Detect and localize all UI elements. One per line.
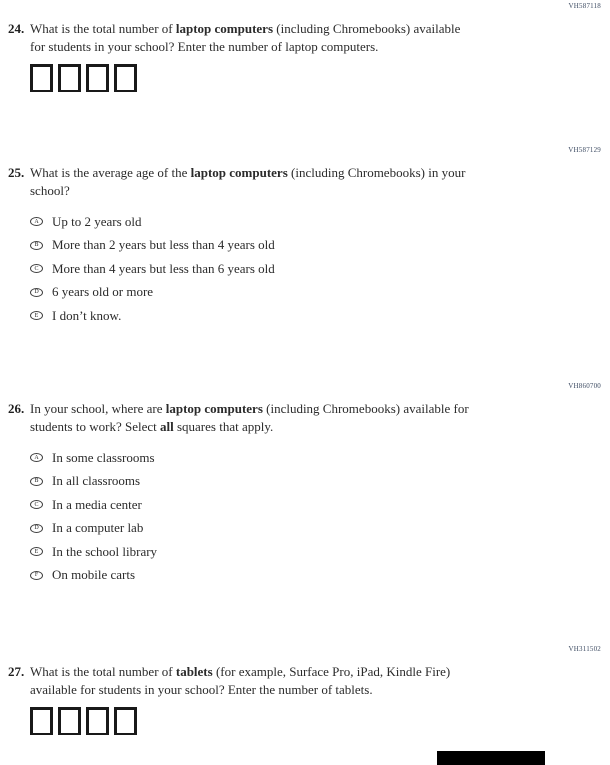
bubble-letter: D (34, 525, 39, 532)
question-text-line (30, 182, 604, 200)
bubble-letter: C (34, 501, 39, 508)
question-26 (8, 382, 604, 587)
bubble-letter: F (34, 572, 39, 579)
option-e[interactable] (30, 304, 604, 328)
accession-code: VH860700 (568, 382, 601, 390)
question-row (8, 20, 604, 56)
text-segment: students to work? Select (30, 419, 160, 434)
question-text-line (30, 20, 604, 38)
option-d[interactable] (30, 517, 604, 541)
answer-bubble-icon[interactable] (30, 217, 43, 226)
options-list (30, 210, 604, 328)
question-text (30, 400, 604, 436)
question-row (8, 663, 604, 699)
text-segment: squares that apply. (173, 419, 274, 434)
digit-entry-box[interactable] (58, 707, 81, 735)
answer-bubble-icon[interactable] (30, 477, 43, 486)
text-segment: In your school, where are (30, 401, 166, 416)
option-label: In all classrooms (52, 473, 141, 489)
option-f[interactable] (30, 564, 604, 588)
text-segment: What is the total number of (30, 664, 176, 679)
bubble-letter: C (34, 265, 39, 272)
text-segment: (including Chromebooks) in your (287, 165, 466, 180)
option-c[interactable] (30, 493, 604, 517)
text-segment: for students in your school? Enter the number of laptop computers. (30, 39, 379, 54)
option-e[interactable] (30, 540, 604, 564)
option-b[interactable] (30, 470, 604, 494)
question-number: 25. (8, 165, 25, 180)
option-label: More than 4 years but less than 6 years old (52, 260, 275, 276)
digit-entry-row (30, 707, 604, 735)
question-text (30, 20, 604, 56)
question-text (30, 663, 604, 699)
answer-bubble-icon[interactable] (30, 547, 43, 556)
answer-bubble-icon[interactable] (30, 241, 43, 250)
option-a[interactable] (30, 210, 604, 234)
text-segment: all (159, 419, 174, 434)
option-d[interactable] (30, 281, 604, 305)
option-label: 6 years old or more (52, 284, 154, 300)
option-c[interactable] (30, 257, 604, 281)
digit-entry-box[interactable] (114, 64, 137, 92)
option-label: Up to 2 years old (52, 213, 142, 229)
question-number: 24. (8, 21, 25, 36)
option-a[interactable] (30, 446, 604, 470)
bubble-letter: D (34, 289, 39, 296)
option-label: In the school library (52, 543, 158, 559)
answer-bubble-icon[interactable] (30, 453, 43, 462)
text-segment: (including Chromebooks) available (273, 21, 461, 36)
bubble-letter: E (34, 548, 39, 555)
question-row (8, 164, 604, 200)
question-25 (8, 146, 604, 328)
text-segment: laptop computers (175, 21, 273, 36)
digit-entry-box[interactable] (30, 64, 53, 92)
accession-code: VH587118 (568, 2, 601, 10)
answer-bubble-icon[interactable] (30, 524, 43, 533)
text-segment: laptop computers (190, 165, 288, 180)
answer-bubble-icon[interactable] (30, 571, 43, 580)
question-text (30, 164, 604, 200)
question-number: 27. (8, 664, 25, 679)
digit-entry-box[interactable] (86, 707, 109, 735)
question-27 (8, 645, 604, 735)
option-label: In a computer lab (52, 520, 144, 536)
option-label: I don’t know. (52, 307, 122, 323)
bubble-letter: B (34, 478, 39, 485)
accession-code: VH587129 (568, 146, 601, 154)
text-segment: tablets (175, 664, 213, 679)
digit-entry-box[interactable] (30, 707, 53, 735)
text-segment: available for students in your school? Enter the number of tablets. (30, 682, 373, 697)
answer-bubble-icon[interactable] (30, 288, 43, 297)
question-number: 26. (8, 401, 25, 416)
text-segment: (for example, Surface Pro, iPad, Kindle Fire) (212, 664, 451, 679)
option-label: On mobile carts (52, 567, 136, 583)
option-label: More than 2 years but less than 4 years old (52, 237, 275, 253)
question-text-line (30, 400, 604, 418)
answer-bubble-icon[interactable] (30, 311, 43, 320)
text-segment: (including Chromebooks) available for (262, 401, 469, 416)
option-label: In some classrooms (52, 449, 155, 465)
answer-bubble-icon[interactable] (30, 500, 43, 509)
bubble-letter: E (34, 312, 39, 319)
footer-bar (437, 751, 545, 765)
question-24 (8, 2, 604, 92)
text-segment: What is the total number of (30, 21, 176, 36)
question-text-line (30, 681, 604, 699)
question-text-line (30, 38, 604, 56)
digit-entry-box[interactable] (114, 707, 137, 735)
option-b[interactable] (30, 234, 604, 258)
option-label: In a media center (52, 496, 142, 512)
text-segment: school? (30, 183, 70, 198)
question-row (8, 400, 604, 436)
question-text-line (30, 418, 604, 436)
digit-entry-box[interactable] (58, 64, 81, 92)
digit-entry-box[interactable] (86, 64, 109, 92)
digit-entry-row (30, 64, 604, 92)
options-list (30, 446, 604, 587)
answer-bubble-icon[interactable] (30, 264, 43, 273)
text-segment: laptop computers (165, 401, 263, 416)
bubble-letter: B (34, 242, 39, 249)
bubble-letter: A (34, 218, 39, 225)
bubble-letter: A (34, 454, 39, 461)
text-segment: What is the average age of the (30, 165, 191, 180)
accession-code: VH311502 (568, 645, 601, 653)
question-text-line (30, 663, 604, 681)
question-text-line (30, 164, 604, 182)
